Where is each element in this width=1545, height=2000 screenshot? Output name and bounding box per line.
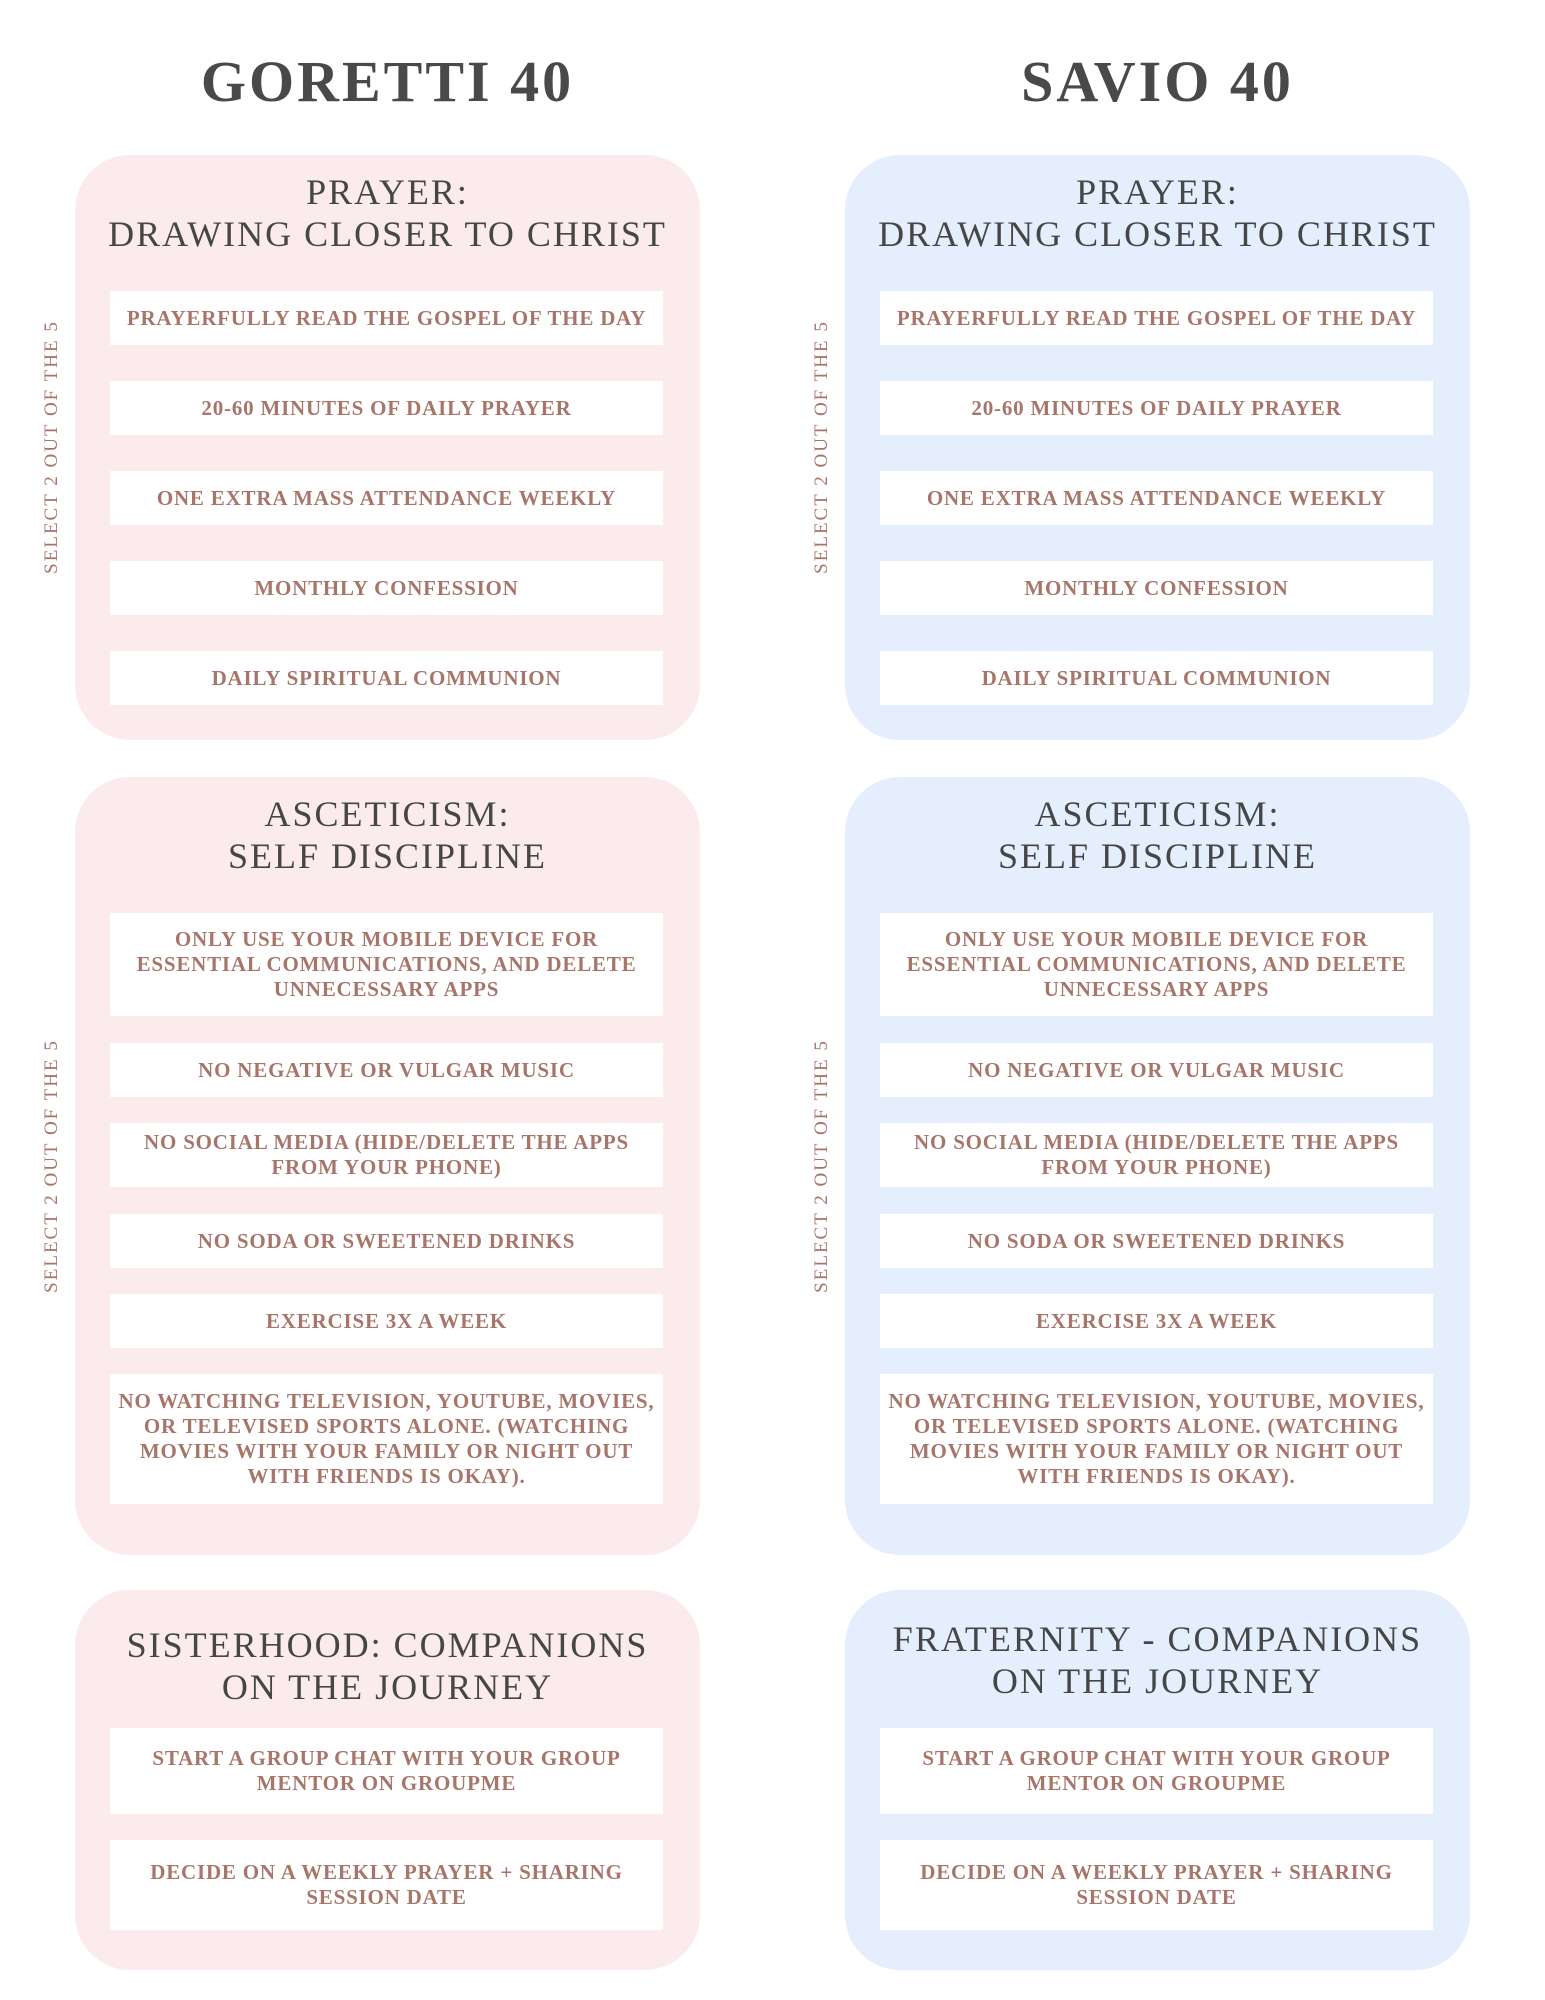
heading-line-1: FRATERNITY - COMPANIONS xyxy=(892,1619,1423,1659)
goretti-prayer-select-label: SELECT 2 OUT OF THE 5 xyxy=(41,320,62,574)
savio-asceticism-item-5[interactable]: EXERCISE 3X A WEEK xyxy=(880,1294,1433,1348)
heading-line-2: DRAWING CLOSER TO CHRIST xyxy=(878,214,1437,254)
savio-fraternity-item-1[interactable]: START A GROUP CHAT WITH YOUR GROUP MENTOR ON GROUPME xyxy=(880,1728,1433,1814)
goretti-sisterhood-heading xyxy=(75,1624,700,1708)
goretti-asceticism-item-4[interactable]: NO SODA OR SWEETENED DRINKS xyxy=(110,1214,663,1268)
goretti-title: GORETTI 40 xyxy=(200,49,575,114)
heading-line-1: ASCETICISM: xyxy=(1034,794,1281,834)
savio-asceticism-item-6[interactable]: NO WATCHING TELEVISION, YOUTUBE, MOVIES, OR TELEVISED SPORTS ALONE. (WATCHING MOVIES WITH YOUR FAMILY OR NIGHT OUT WITH FRIENDS IS OKAY). xyxy=(880,1374,1433,1504)
goretti-sisterhood-item-2[interactable]: DECIDE ON A WEEKLY PRAYER + SHARING SESSION DATE xyxy=(110,1840,663,1930)
savio-title: SAVIO 40 xyxy=(1021,49,1294,114)
goretti-asceticism-item-3[interactable]: NO SOCIAL MEDIA (HIDE/DELETE THE APPS FROM YOUR PHONE) xyxy=(110,1123,663,1187)
savio-prayer-heading xyxy=(845,171,1470,255)
goretti-asceticism-item-6[interactable]: NO WATCHING TELEVISION, YOUTUBE, MOVIES, OR TELEVISED SPORTS ALONE. (WATCHING MOVIES WITH YOUR FAMILY OR NIGHT OUT WITH FRIENDS IS OKAY). xyxy=(110,1374,663,1504)
heading-line-1: PRAYER: xyxy=(1076,172,1239,212)
goretti-prayer-item-3[interactable]: ONE EXTRA MASS ATTENDANCE WEEKLY xyxy=(110,471,663,525)
goretti-asceticism-item-5[interactable]: EXERCISE 3X A WEEK xyxy=(110,1294,663,1348)
goretti-asceticism-item-1[interactable]: ONLY USE YOUR MOBILE DEVICE FOR ESSENTIAL COMMUNICATIONS, AND DELETE UNNECESSARY APPS xyxy=(110,913,663,1016)
goretti-prayer-item-4[interactable]: MONTHLY CONFESSION xyxy=(110,561,663,615)
heading-line-1: ASCETICISM: xyxy=(264,794,511,834)
goretti-prayer-item-5[interactable]: DAILY SPIRITUAL COMMUNION xyxy=(110,651,663,705)
heading-line-2: SELF DISCIPLINE xyxy=(227,836,548,876)
heading-line-2: DRAWING CLOSER TO CHRIST xyxy=(108,214,667,254)
savio-asceticism-item-1[interactable]: ONLY USE YOUR MOBILE DEVICE FOR ESSENTIAL COMMUNICATIONS, AND DELETE UNNECESSARY APPS xyxy=(880,913,1433,1016)
goretti-sisterhood-item-1[interactable]: START A GROUP CHAT WITH YOUR GROUP MENTOR ON GROUPME xyxy=(110,1728,663,1814)
heading-line-1: SISTERHOOD: COMPANIONS xyxy=(126,1625,649,1665)
goretti-prayer-heading xyxy=(75,171,700,255)
savio-prayer-item-3[interactable]: ONE EXTRA MASS ATTENDANCE WEEKLY xyxy=(880,471,1433,525)
savio-asceticism-item-2[interactable]: NO NEGATIVE OR VULGAR MUSIC xyxy=(880,1043,1433,1097)
savio-fraternity-card xyxy=(845,1590,1470,1970)
goretti-prayer-item-2[interactable]: 20-60 MINUTES OF DAILY PRAYER xyxy=(110,381,663,435)
savio-prayer-select-label: SELECT 2 OUT OF THE 5 xyxy=(811,320,832,574)
heading-line-2: ON THE JOURNEY xyxy=(991,1661,1324,1701)
savio-fraternity-heading xyxy=(845,1618,1470,1702)
goretti-prayer-item-1[interactable]: PRAYERFULLY READ THE GOSPEL OF THE DAY xyxy=(110,291,663,345)
heading-line-2: SELF DISCIPLINE xyxy=(997,836,1318,876)
savio-asceticism-item-3[interactable]: NO SOCIAL MEDIA (HIDE/DELETE THE APPS FROM YOUR PHONE) xyxy=(880,1123,1433,1187)
savio-asceticism-heading xyxy=(845,793,1470,877)
savio-asceticism-card xyxy=(845,777,1470,1555)
savio-prayer-item-5[interactable]: DAILY SPIRITUAL COMMUNION xyxy=(880,651,1433,705)
savio-prayer-item-1[interactable]: PRAYERFULLY READ THE GOSPEL OF THE DAY xyxy=(880,291,1433,345)
goretti-sisterhood-card xyxy=(75,1590,700,1970)
savio-prayer-card xyxy=(845,155,1470,740)
goretti-asceticism-item-2[interactable]: NO NEGATIVE OR VULGAR MUSIC xyxy=(110,1043,663,1097)
goretti-asceticism-card xyxy=(75,777,700,1555)
goretti-asceticism-select-label: SELECT 2 OUT OF THE 5 xyxy=(41,1039,62,1293)
goretti-prayer-card xyxy=(75,155,700,740)
savio-prayer-item-4[interactable]: MONTHLY CONFESSION xyxy=(880,561,1433,615)
goretti-asceticism-heading xyxy=(75,793,700,877)
savio-prayer-item-2[interactable]: 20-60 MINUTES OF DAILY PRAYER xyxy=(880,381,1433,435)
heading-line-2: ON THE JOURNEY xyxy=(221,1667,554,1707)
heading-line-1: PRAYER: xyxy=(306,172,469,212)
savio-fraternity-item-2[interactable]: DECIDE ON A WEEKLY PRAYER + SHARING SESSION DATE xyxy=(880,1840,1433,1930)
savio-asceticism-select-label: SELECT 2 OUT OF THE 5 xyxy=(811,1039,832,1293)
savio-asceticism-item-4[interactable]: NO SODA OR SWEETENED DRINKS xyxy=(880,1214,1433,1268)
